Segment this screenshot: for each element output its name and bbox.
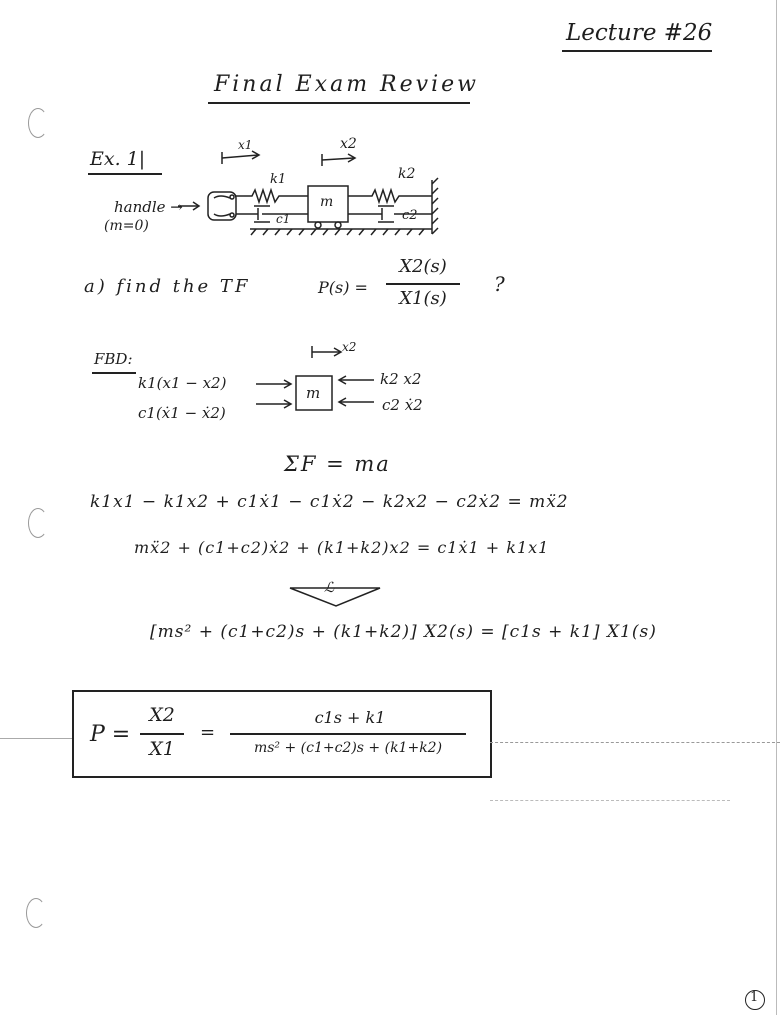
example-label: Ex. 1| xyxy=(90,148,146,170)
equation-3: [ms² + (c1+c2)s + (k1+k2)] X2(s) = [c1s + k1] X1(s) xyxy=(150,622,657,642)
equation-2: mẍ2 + (c1+c2)ẋ2 + (k1+k2)x2 = c1ẋ1 + k1x1 xyxy=(134,538,550,557)
fbd-spring-force-left: k1(x1 − x2) xyxy=(138,374,227,392)
fbd-damper-force-left: c1(ẋ1 − ẋ2) xyxy=(138,404,226,422)
equation-1: k1x1 − k1x2 + c1ẋ1 − c1ẋ2 − k2x2 − c2ẋ2 = mẍ2 xyxy=(90,492,569,512)
tf-denominator: X1(s) xyxy=(399,288,447,309)
k1-label: k1 xyxy=(270,172,287,187)
question-mark: ? xyxy=(494,272,505,296)
tf-numerator: X2(s) xyxy=(399,256,447,277)
answer-numerator-1: X2 xyxy=(149,704,175,726)
fbd-damper-force-right: c2 ẋ2 xyxy=(382,396,423,414)
fbd-x2-label: x2 xyxy=(342,340,357,354)
tf-lhs: P(s) = xyxy=(318,278,368,297)
scan-line xyxy=(490,742,780,743)
fbd-spring-force-right: k2 x2 xyxy=(380,370,422,388)
answer-lhs: P = xyxy=(90,722,131,747)
mass-label: m xyxy=(320,194,334,210)
handle-mass-label: (m=0) xyxy=(104,218,149,234)
laplace-symbol: ℒ xyxy=(324,580,335,596)
x1-label: x1 xyxy=(238,138,253,152)
answer-denominator-2: ms² + (c1+c2)s + (k1+k2) xyxy=(253,740,443,756)
page-number: 1 xyxy=(750,990,759,1005)
answer-numerator-2: c1s + k1 xyxy=(314,708,386,727)
page-title: Final Exam Review xyxy=(214,72,479,97)
scan-line xyxy=(490,800,730,801)
answer-fraction-bar-2 xyxy=(230,733,466,735)
lecture-number: Lecture #26 xyxy=(566,20,713,46)
newton-law: ΣF = ma xyxy=(284,452,391,476)
part-a-question: a) find the TF xyxy=(84,276,251,297)
fbd-mass-label: m xyxy=(306,384,321,402)
c2-label: c2 xyxy=(402,208,418,223)
x2-label: x2 xyxy=(340,136,357,152)
scan-line xyxy=(0,738,72,739)
answer-fraction-bar-1 xyxy=(140,733,184,735)
k2-label: k2 xyxy=(398,166,416,182)
handle-label: handle → xyxy=(114,198,183,216)
c1-label: c1 xyxy=(276,212,291,226)
answer-denominator-1: X1 xyxy=(149,738,175,760)
fbd-label: FBD: xyxy=(94,350,133,368)
answer-equals: = xyxy=(200,722,216,743)
